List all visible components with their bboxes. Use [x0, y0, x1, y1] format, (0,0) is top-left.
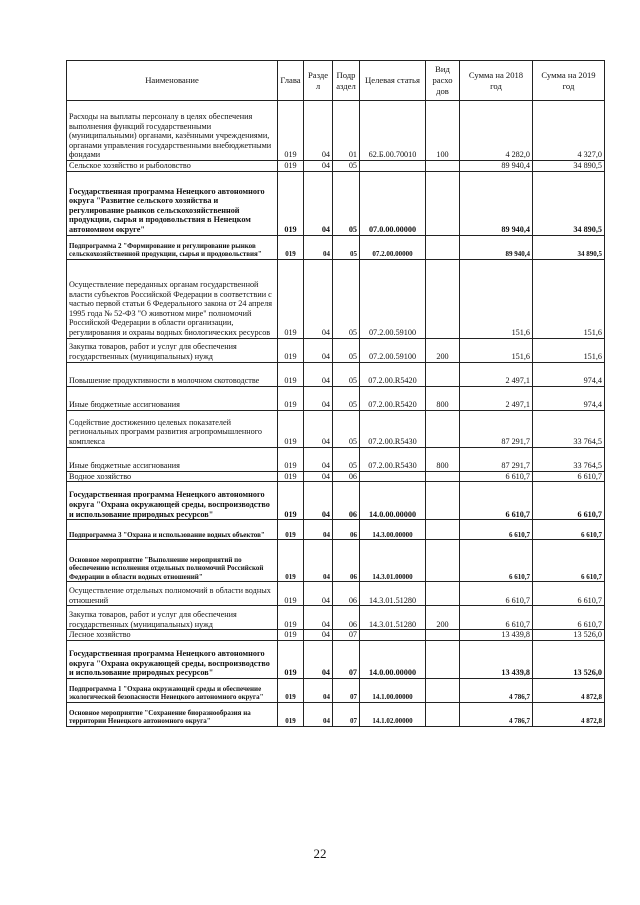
row-vid — [426, 482, 460, 520]
row-target — [360, 630, 426, 641]
row-podrazdel: 05 — [333, 171, 360, 235]
header-name: Наименование — [67, 61, 278, 101]
row-podrazdel: 05 — [333, 386, 360, 410]
header-row — [67, 61, 605, 101]
row-glava: 019 — [278, 471, 304, 482]
row-sum-2019: 6 610,7 — [533, 582, 605, 606]
row-target: 14.3.01.00000 — [360, 540, 426, 582]
row-podrazdel: 05 — [333, 362, 360, 386]
row-target: 14.0.00.00000 — [360, 640, 426, 678]
row-razdel: 04 — [304, 338, 333, 362]
row-sum-2019: 4 872,8 — [533, 702, 605, 726]
row-razdel: 04 — [304, 101, 333, 161]
row-glava: 019 — [278, 630, 304, 641]
row-podrazdel: 06 — [333, 582, 360, 606]
row-razdel: 04 — [304, 702, 333, 726]
row-sum-2019: 6 610,7 — [533, 606, 605, 630]
row-vid — [426, 471, 460, 482]
row-glava: 019 — [278, 702, 304, 726]
row-sum-2018: 13 439,8 — [460, 630, 533, 641]
row-sum-2019: 974,4 — [533, 362, 605, 386]
row-podrazdel: 01 — [333, 101, 360, 161]
row-glava: 019 — [278, 640, 304, 678]
row-target: 14.3.01.51280 — [360, 606, 426, 630]
row-vid: 800 — [426, 386, 460, 410]
row-podrazdel: 05 — [333, 161, 360, 172]
row-target: 07.2.00.00000 — [360, 235, 426, 259]
table-row — [67, 678, 605, 702]
row-razdel: 04 — [304, 471, 333, 482]
table-row — [67, 235, 605, 259]
table-row — [67, 259, 605, 338]
header-podrazdel: Подр аздел — [333, 61, 360, 101]
row-target — [360, 471, 426, 482]
row-glava: 019 — [278, 259, 304, 338]
row-name: Иные бюджетные ассигнования — [67, 447, 278, 471]
row-vid — [426, 702, 460, 726]
row-target: 14.1.02.00000 — [360, 702, 426, 726]
row-glava: 019 — [278, 161, 304, 172]
row-target: 07.2.00.R5430 — [360, 410, 426, 447]
row-sum-2019: 34 890,5 — [533, 171, 605, 235]
row-name: Основное мероприятие "Сохранение биоразнообразия на территории Ненецкого автономного округа" — [67, 702, 278, 726]
table-row — [67, 362, 605, 386]
row-sum-2018: 6 610,7 — [460, 582, 533, 606]
row-sum-2018: 89 940,4 — [460, 171, 533, 235]
row-vid — [426, 362, 460, 386]
row-name: Лесное хозяйство — [67, 630, 278, 641]
row-vid — [426, 520, 460, 540]
row-sum-2019: 974,4 — [533, 386, 605, 410]
row-name: Подпрограмма 1 "Охрана окружающей среды и обеспечение экологической безопасности Ненецкого автономного округа" — [67, 678, 278, 702]
row-sum-2018: 89 940,4 — [460, 235, 533, 259]
row-sum-2019: 151,6 — [533, 259, 605, 338]
row-name: Содействие достижению целевых показателей региональных программ развития агропромышленного комплекса — [67, 410, 278, 447]
row-sum-2019: 34 890,5 — [533, 161, 605, 172]
row-name: Осуществление переданных органам государственной власти субъектов Российской Федерации в соответствии с частью первой статьи 6 Федерального закона от 24 апреля 1995 года № 52-ФЗ "О животном мире" полномочий Российской Федерации в области организации, регулирования и охраны водных биологических ресурсов — [67, 259, 278, 338]
row-sum-2019: 151,6 — [533, 338, 605, 362]
row-razdel: 04 — [304, 259, 333, 338]
row-vid — [426, 640, 460, 678]
row-podrazdel: 05 — [333, 235, 360, 259]
row-vid — [426, 540, 460, 582]
row-sum-2019: 6 610,7 — [533, 482, 605, 520]
row-razdel: 04 — [304, 678, 333, 702]
row-sum-2018: 13 439,8 — [460, 640, 533, 678]
table-row — [67, 582, 605, 606]
row-podrazdel: 06 — [333, 520, 360, 540]
row-target: 14.3.00.00000 — [360, 520, 426, 540]
row-sum-2019: 6 610,7 — [533, 540, 605, 582]
row-sum-2018: 2 497,1 — [460, 386, 533, 410]
row-podrazdel: 05 — [333, 259, 360, 338]
row-razdel: 04 — [304, 410, 333, 447]
row-glava: 019 — [278, 482, 304, 520]
row-name: Подпрограмма 3 "Охрана и использование водных объектов" — [67, 520, 278, 540]
row-razdel: 04 — [304, 520, 333, 540]
row-name: Государственная программа Ненецкого автономного округа "Охрана окружающей среды, воспроизводство и использование природных ресурсов" — [67, 482, 278, 520]
row-razdel: 04 — [304, 606, 333, 630]
row-vid — [426, 410, 460, 447]
row-razdel: 04 — [304, 482, 333, 520]
row-sum-2019: 6 610,7 — [533, 520, 605, 540]
row-name: Закупка товаров, работ и услуг для обеспечения государственных (муниципальных) нужд — [67, 606, 278, 630]
row-sum-2019: 13 526,0 — [533, 640, 605, 678]
row-name: Закупка товаров, работ и услуг для обеспечения государственных (муниципальных) нужд — [67, 338, 278, 362]
row-target: 07.2.00.R5420 — [360, 386, 426, 410]
table-row — [67, 410, 605, 447]
row-sum-2018: 87 291,7 — [460, 447, 533, 471]
row-podrazdel: 05 — [333, 447, 360, 471]
row-glava: 019 — [278, 101, 304, 161]
row-name: Сельское хозяйство и рыболовство — [67, 161, 278, 172]
row-vid — [426, 235, 460, 259]
row-name: Иные бюджетные ассигнования — [67, 386, 278, 410]
row-glava: 019 — [278, 386, 304, 410]
row-razdel: 04 — [304, 161, 333, 172]
row-name: Государственная программа Ненецкого автономного округа "Развитие сельского хозяйства и регулирование рынков сельскохозяйственной продукции, сырья и продовольствия в Ненецком автономном округе" — [67, 171, 278, 235]
row-sum-2019: 13 526,0 — [533, 630, 605, 641]
row-sum-2018: 4 282,0 — [460, 101, 533, 161]
row-podrazdel: 07 — [333, 630, 360, 641]
header-vid: Вид расхо дов — [426, 61, 460, 101]
row-target: 07.2.00.59100 — [360, 338, 426, 362]
budget-table — [66, 60, 605, 727]
table-row — [67, 606, 605, 630]
row-sum-2018: 151,6 — [460, 338, 533, 362]
row-target: 14.1.00.00000 — [360, 678, 426, 702]
row-sum-2018: 4 786,7 — [460, 678, 533, 702]
row-sum-2018: 6 610,7 — [460, 471, 533, 482]
row-sum-2019: 6 610,7 — [533, 471, 605, 482]
header-sum-2019: Сумма на 2019 год — [533, 61, 605, 101]
table-row — [67, 101, 605, 161]
header-glava: Глава — [278, 61, 304, 101]
table-row — [67, 161, 605, 172]
row-vid — [426, 678, 460, 702]
row-razdel: 04 — [304, 640, 333, 678]
row-sum-2018: 6 610,7 — [460, 606, 533, 630]
row-name: Осуществление отдельных полномочий в области водных отношений — [67, 582, 278, 606]
row-vid — [426, 259, 460, 338]
table-row — [67, 482, 605, 520]
row-target: 14.3.01.51280 — [360, 582, 426, 606]
row-name: Государственная программа Ненецкого автономного округа "Охрана окружающей среды, воспроизводство и использование природных ресурсов" — [67, 640, 278, 678]
table-row — [67, 640, 605, 678]
row-glava: 019 — [278, 606, 304, 630]
row-name: Повышение продуктивности в молочном скотоводстве — [67, 362, 278, 386]
row-name: Водное хозяйство — [67, 471, 278, 482]
row-sum-2018: 6 610,7 — [460, 482, 533, 520]
row-name: Подпрограмма 2 "Формирование и регулирование рынков сельскохозяйственной продукции, сырья и продовольствия" — [67, 235, 278, 259]
row-name: Расходы на выплаты персоналу в целях обеспечения выполнения функций государственными (муниципальными) органами, казёнными учреждениями, органами управления государственными внебюджетными фондами — [67, 101, 278, 161]
row-razdel: 04 — [304, 540, 333, 582]
row-target: 14.0.00.00000 — [360, 482, 426, 520]
row-glava: 019 — [278, 410, 304, 447]
header-sum-2018: Сумма на 2018 год — [460, 61, 533, 101]
row-razdel: 04 — [304, 386, 333, 410]
row-vid: 200 — [426, 338, 460, 362]
row-podrazdel: 05 — [333, 338, 360, 362]
row-target: 62.Б.00.70010 — [360, 101, 426, 161]
row-target: 07.2.00.R5420 — [360, 362, 426, 386]
row-vid: 200 — [426, 606, 460, 630]
row-podrazdel: 07 — [333, 702, 360, 726]
row-razdel: 04 — [304, 447, 333, 471]
row-glava: 019 — [278, 235, 304, 259]
table-row — [67, 702, 605, 726]
row-vid — [426, 582, 460, 606]
header-razdel: Разде л — [304, 61, 333, 101]
row-sum-2019: 4 872,8 — [533, 678, 605, 702]
row-podrazdel: 06 — [333, 482, 360, 520]
row-podrazdel: 07 — [333, 640, 360, 678]
row-sum-2018: 87 291,7 — [460, 410, 533, 447]
row-podrazdel: 06 — [333, 606, 360, 630]
row-sum-2018: 4 786,7 — [460, 702, 533, 726]
row-glava: 019 — [278, 338, 304, 362]
table-row — [67, 338, 605, 362]
row-target: 07.0.00.00000 — [360, 171, 426, 235]
row-glava: 019 — [278, 447, 304, 471]
table-row — [67, 171, 605, 235]
row-sum-2018: 2 497,1 — [460, 362, 533, 386]
row-podrazdel: 07 — [333, 678, 360, 702]
row-target: 07.2.00.59100 — [360, 259, 426, 338]
row-sum-2019: 33 764,5 — [533, 447, 605, 471]
row-vid — [426, 161, 460, 172]
table-row — [67, 520, 605, 540]
row-podrazdel: 06 — [333, 540, 360, 582]
row-sum-2018: 6 610,7 — [460, 520, 533, 540]
row-target — [360, 161, 426, 172]
row-sum-2019: 33 764,5 — [533, 410, 605, 447]
table-row — [67, 540, 605, 582]
row-sum-2018: 151,6 — [460, 259, 533, 338]
row-glava: 019 — [278, 362, 304, 386]
table-row — [67, 447, 605, 471]
row-razdel: 04 — [304, 171, 333, 235]
row-razdel: 04 — [304, 582, 333, 606]
table-body — [67, 101, 605, 727]
row-sum-2018: 89 940,4 — [460, 161, 533, 172]
row-target: 07.2.00.R5430 — [360, 447, 426, 471]
row-vid: 800 — [426, 447, 460, 471]
row-sum-2019: 4 327,0 — [533, 101, 605, 161]
row-vid — [426, 171, 460, 235]
row-podrazdel: 06 — [333, 471, 360, 482]
table-row — [67, 386, 605, 410]
table-row — [67, 630, 605, 641]
row-glava: 019 — [278, 678, 304, 702]
row-razdel: 04 — [304, 235, 333, 259]
row-sum-2018: 6 610,7 — [460, 540, 533, 582]
row-glava: 019 — [278, 520, 304, 540]
row-podrazdel: 05 — [333, 410, 360, 447]
page-number: 22 — [313, 846, 327, 861]
header-target: Целевая статья — [360, 61, 426, 101]
row-razdel: 04 — [304, 362, 333, 386]
row-name: Основное мероприятие "Выполнение мероприятий по обеспечению исполнения отдельных полномочий Российской Федерации в области водных отношений" — [67, 540, 278, 582]
row-vid — [426, 630, 460, 641]
row-razdel: 04 — [304, 630, 333, 641]
row-vid: 100 — [426, 101, 460, 161]
row-glava: 019 — [278, 171, 304, 235]
row-glava: 019 — [278, 540, 304, 582]
row-sum-2019: 34 890,5 — [533, 235, 605, 259]
table-row — [67, 471, 605, 482]
row-glava: 019 — [278, 582, 304, 606]
